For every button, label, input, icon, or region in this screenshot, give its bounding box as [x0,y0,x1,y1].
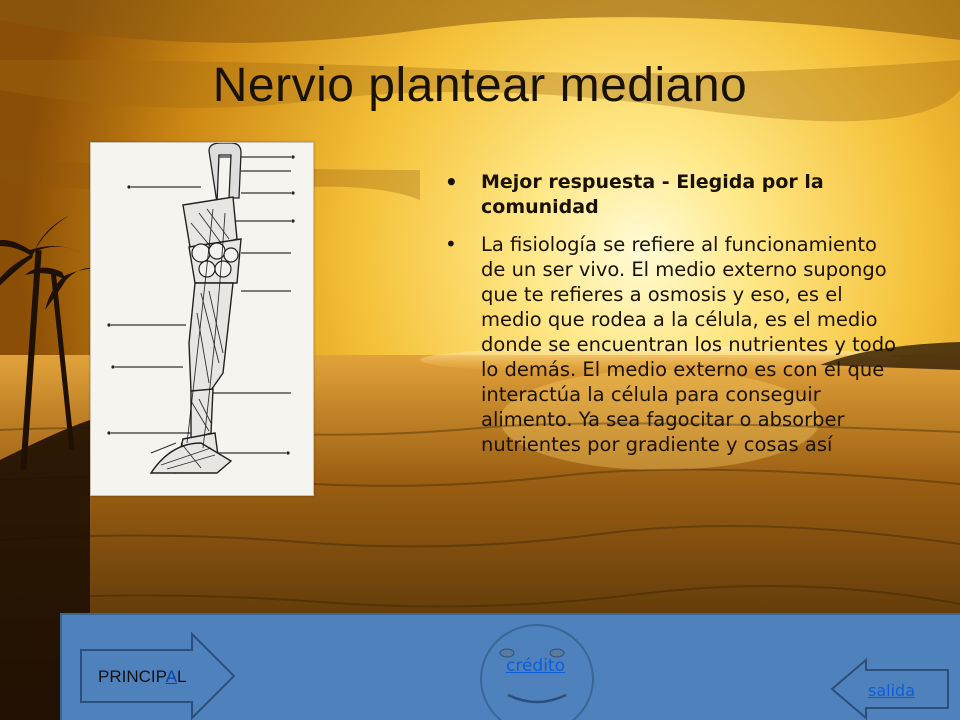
bullet-body: • La fisiología se refiere al funcionamiento de un ser vivo. El medio externo supongo que te refieres a osmosis y eso, es el medio que rodea a la célula, es el medio donde se encuentran los nutrientes y todo lo demás. El medio externo es con el que interactúa la célula para conseguir alimento. Ya sea fagocitar o absorber nutrientes por gradiente y cosas así [445,232,900,457]
credito-link[interactable]: crédito [506,656,566,676]
principal-link[interactable]: A [165,667,178,686]
principal-suffix: L [177,667,187,686]
salida-link[interactable]: salida [868,681,915,700]
principal-button[interactable] [98,667,187,687]
bullet-list [445,170,900,469]
bullet-heading: • Mejor respuesta - Elegida por la comunidad [445,170,900,220]
principal-prefix: PRINCIP [98,667,166,686]
hoof-anatomy-diagram [90,142,314,496]
slide-title: Nervio plantear mediano [212,59,748,112]
